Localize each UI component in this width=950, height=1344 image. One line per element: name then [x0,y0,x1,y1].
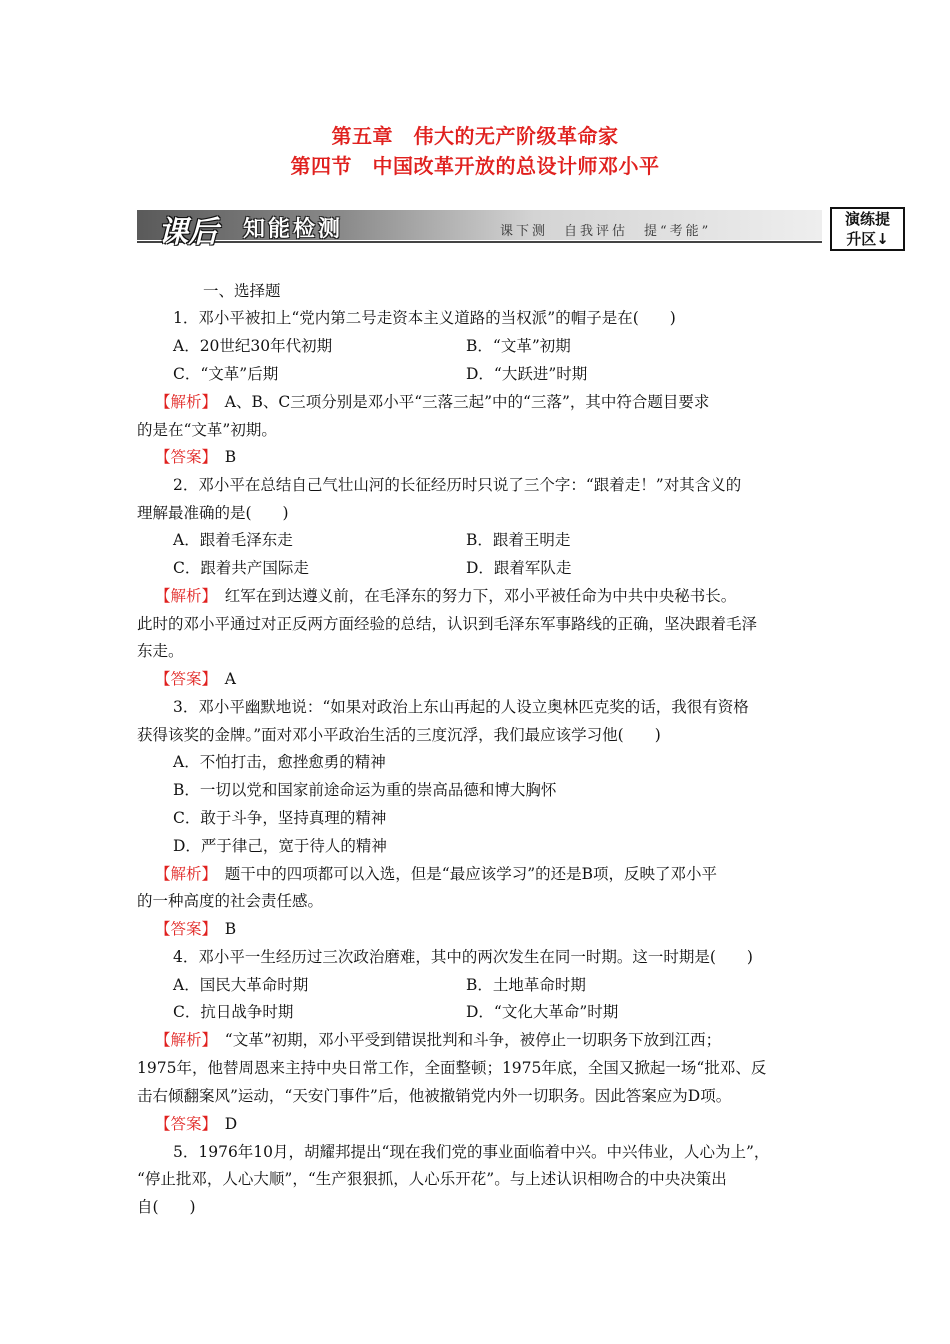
q1-analysis-line-2: 的是在“文革”初期。 [137,421,277,439]
q2-answer-value: A [209,670,236,688]
q2-analysis-line-3: 东走。 [137,642,184,660]
q1-option-d: D．“大跃进”时期 [466,365,588,383]
q4-answer [155,1112,237,1134]
q3-analysis-line-1 [155,862,717,884]
q4-stem: 4．邓小平一生经历过三次政治磨难，其中的两次发生在同一时期。这一时期是( ) [173,948,753,966]
q3-stem-line-2: 获得该奖的金牌。”面对邓小平政治生活的三度沉浮，我们最应该学习他( ) [137,726,661,744]
practice-badge[interactable] [830,207,905,251]
q5-stem-line-1: 5．1976年10月，胡耀邦提出“现在我们党的事业面临着中兴。中兴伟业，人心为上”， [173,1143,770,1161]
q4-analysis-text-1: “文革”初期，邓小平受到错误批判和斗争，被停止一切职务下放到江西； [209,1031,722,1049]
section-title: 第四节 中国改革开放的总设计师邓小平 [290,154,660,178]
q4-option-c: C．抗日战争时期 [173,1003,294,1021]
q2-stem-line-2: 理解最准确的是( ) [137,504,289,522]
banner-slogan: 课下测 自我评估 提“考能” [500,224,712,239]
q1-analysis-text-1: A、B、C三项分别是邓小平“三落三起”中的“三落”，其中符合题目要求 [209,393,710,411]
q3-answer-value: B [209,920,237,938]
q1-option-a: A．20世纪30年代初期 [173,337,333,355]
q3-answer [155,917,236,939]
q4-analysis-line-1 [155,1028,721,1050]
q1-option-b: B．“文革”初期 [466,337,571,355]
q5-stem-line-3: 自( ) [137,1198,196,1216]
q3-analysis-line-2: 的一种高度的社会责任感。 [137,892,324,910]
answer-tag: 【答案】 [155,1115,210,1133]
analysis-tag: 【解析】 [155,587,210,605]
answer-tag: 【答案】 [155,448,210,466]
q2-answer [155,667,236,689]
banner [137,210,822,240]
q1-answer [155,445,236,467]
q3-option-c: C．敢于斗争，坚持真理的精神 [173,809,387,827]
q1-analysis-line-1 [155,390,709,412]
q2-analysis-line-2: 此时的邓小平通过对正反两方面经验的总结，认识到毛泽东军事路线的正确，坚决跟着毛泽 [137,615,758,633]
q4-option-d: D．“文化大革命”时期 [466,1003,619,1021]
q2-stem-line-1: 2．邓小平在总结自己气壮山河的长征经历时只说了三个字：“跟着走！”对其含义的 [173,476,742,494]
q1-stem: 1．邓小平被扣上“党内第二号走资本主义道路的当权派”的帽子是在( ) [173,309,676,327]
q3-option-a: A．不怕打击，愈挫愈勇的精神 [173,753,386,771]
q1-answer-value: B [209,448,237,466]
banner-subtitle: 知能检测 [243,216,344,242]
banner-underline [137,241,822,243]
q4-analysis-line-3: 击右倾翻案风”运动，“天安门事件”后，他被撤销党内外一切职务。因此答案应为D项。 [137,1087,732,1105]
answer-tag: 【答案】 [155,670,210,688]
q2-option-a: A．跟着毛泽东走 [173,531,293,549]
q4-option-a: A．国民大革命时期 [173,976,309,994]
answer-tag: 【答案】 [155,920,210,938]
q2-analysis-text-1: 红军在到达遵义前，在毛泽东的努力下，邓小平被任命为中共中央秘书长。 [209,587,737,605]
q3-option-d: D．严于律己，宽于待人的精神 [173,837,387,855]
analysis-tag: 【解析】 [155,865,210,883]
q2-option-d: D．跟着军队走 [466,559,572,577]
chapter-title: 第五章 伟大的无产阶级革命家 [331,124,619,148]
q1-option-c: C．“文革”后期 [173,365,279,383]
q2-analysis-line-1 [155,584,736,606]
section-heading: 一、选择题 [203,282,281,300]
badge-line-2: 升区↓ [846,230,889,248]
q4-option-b: B．土地革命时期 [466,976,586,994]
q2-option-c: C．跟着共产国际走 [173,559,309,577]
q3-stem-line-1: 3．邓小平幽默地说：“如果对政治上东山再起的人设立奥林匹克奖的话，我很有资格 [173,698,749,716]
badge-line-1: 演练提 [844,210,890,228]
q3-analysis-text-1: 题干中的四项都可以入选，但是“最应该学习”的还是B项，反映了邓小平 [209,865,718,883]
banner-bold-text: 课后 [158,215,218,250]
q2-option-b: B．跟着王明走 [466,531,571,549]
analysis-tag: 【解析】 [155,393,210,411]
analysis-tag: 【解析】 [155,1031,210,1049]
q3-option-b: B．一切以党和国家前途命运为重的崇高品德和博大胸怀 [173,781,557,799]
q5-stem-line-2: “停止批邓，人心大顺”，“生产狠狠抓，人心乐开花”。与上述认识相吻合的中央决策出 [137,1170,727,1188]
q4-analysis-line-2: 1975年，他替周恩来主持中央日常工作，全面整顿；1975年底，全国又掀起一场“批邓、反 [137,1059,767,1077]
q4-answer-value: D [209,1115,238,1133]
